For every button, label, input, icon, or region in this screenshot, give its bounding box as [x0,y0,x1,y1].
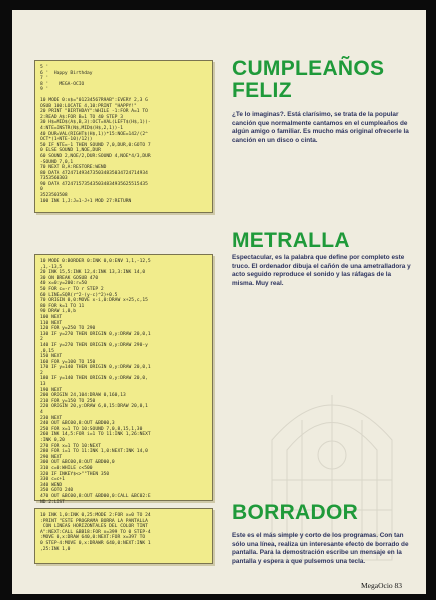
code-line: 340 WEND [40,482,63,488]
code-line: 80 DATA 4724714934735034835034724714934 [40,170,148,176]
code-line: 4:NTE=INSTR(N$,MID$(H$,2,1))-1 [40,125,123,131]
code-line: ,25:INK 1,0 [40,546,71,552]
code-line: 10 MODE 0:n$="01234567R9AB":EVERY 2,3 G [40,97,148,103]
code-line: :PRINT "ESTE PROGRAMA BORRA LA PANTALLA [40,518,148,524]
code-line: 60 LINE=SQR(r^2-(y-c)^2)+0.5 [40,292,118,298]
listing-metralla [34,254,213,505]
code-line: A":NEXT:CALL &BB18:FOR x=399 TO 0 STEP-4 [40,529,151,535]
code-line: 200 ORIGIN 24,104:DRAW 0,160,13 [40,393,126,399]
code-line: 350 GOTO 240 [40,488,74,494]
code-line: :INK 0,20 [40,438,65,443]
magazine-page [12,10,426,594]
code-line: CON LINEAS HORIZONTALES DEL COLOR TINT [40,524,148,530]
code-line: 80 FOR k=1 TO 11 [40,303,85,309]
code-line: -SOUND 7,0,1 [40,159,74,165]
code-line: 50 IF NTE=-1 THEN SOUND 7,0,DUR,0:GOTO 7 [40,142,151,148]
code-line: 250 FOR x=1 TO 10:SOUND 7,0,8,15,1,30 [40,426,143,432]
code-line: 13 [40,382,46,388]
code-line: 60 SOUND 2,NOE/2,DUR:SOUND 4,NOE*4/3,DUR [40,153,151,159]
code-line: 280 FOR i=1 TO 11:INK 1,0:NEXT:INK 14,0 [40,449,148,455]
code-line: 170 IF y=140 THEN ORIGIN 0,y:DRAW 20,0,1 [40,365,151,371]
code-line: 120 FOR y=250 TO 290 [40,326,96,332]
code-line: 10 INK 1,0:INK 0,25:MODE 2:FOR x=0 TO 24 [40,513,151,518]
code-line: 20 INK 15,5:INK 12,4:INK 13,3:INK 14,0 [40,270,146,276]
code-line: 50 FOR c=-r TO r STEP 2 [40,286,104,292]
code-line: ND 2:LIST [40,499,65,505]
listing-cumpleanos [34,60,213,213]
section-body-cumpleanos: ¿Te lo imaginas?. Está clarísimo, se trata de la popular canción que normalmente cantamos en el cumpleaños de algún amigo o familiar. Es mucho más original ofrecerle la canción en un disco o cinta. [232,111,409,144]
section-title-cumpleanos [232,58,384,102]
code-line: 90 DATA 4724715735435034834935625515435 [40,181,148,187]
code-line: 0 STEP-4:MOVE 0,x:DRAWR 640,0:NEXT:INK 1 [40,540,151,546]
code-line: 2:READ A$:FOR B=1 TO 40 STEP 3 [40,114,123,120]
listing-borrador [34,508,213,564]
code-line: 0 [40,187,43,193]
code-line: 8 ' MEGA-OCIO [40,81,85,87]
code-line: 220 ORIGIN 20,y:DRAW 6,0,15:DRAW 20,0,1 [40,404,148,410]
code-line: 7353560303 [40,176,68,182]
code-line: 110 NEXT [40,320,63,326]
code-line: 6 ' Happy Birthday [40,70,93,76]
code-line: 240 OUT &BC00,8:OUT &BD00,3 [40,421,115,427]
title-line: BORRADOR [232,501,359,524]
title-line: METRALLA [232,229,350,252]
code-line: 310 c=0:WHILE c<500 [40,465,93,471]
code-line: OCT*(1+NTE-10)/12)) [40,137,93,143]
code-line: ,1,-13,5 [40,264,63,270]
code-line: 320 IF INKEY$<>""THEN 350 [40,471,110,477]
code-line: 70 ORIGIN 0,0:MOVE x-i,0:DRAW x+25,c,15 [40,298,148,304]
code-line: 9 ' [40,87,49,93]
section-title-borrador [232,502,358,524]
title-line: CUMPLEAÑOS [232,57,385,80]
code-line: 2 [40,370,43,376]
title-line: FELIZ [232,79,292,102]
code-line: 3523503508 [40,193,68,199]
code-line: 70 NEXT B,A:RESTORE:WEND [40,165,107,171]
code-line: 210 FOR y=150 TO 250 [40,398,96,404]
code-line: 290 NEXT [40,454,63,460]
code-line: 5 ' [40,65,49,70]
code-line: 40 x=0:y=200:r=50 [40,281,88,287]
code-line: :MOVE 0,x:DRAW 640,0:NEXT:FOR x=397 TO [40,535,146,541]
code-line: 300 OUT &BC00,8:OUT &BD00,0 [40,460,115,466]
code-line: 330 c=c+1 [40,477,65,483]
code-line: 470 OUT &BC00,8:OUT &BD00,0:CALL &BC02:E [40,493,151,499]
code-line: 7 ' [40,76,49,82]
code-line: 100 INK 1,J:J=1-J+1 MOD 27:RETURN [40,198,132,204]
code-line: 130 IF y=270 THEN ORIGIN 0,y:DRAW 20,0,1 [40,331,151,337]
code-line: OSUB 100:LOCATE 4,10:PRINT "HAPPY!" [40,103,137,109]
code-line: 100 NEXT [40,314,63,320]
code-line: 180 IF y=140 THEN ORIGIN 0,y:DRAW 20,0, [40,376,148,382]
code-line: 4 [40,410,43,416]
code-line: ,0,15 [40,348,54,354]
page-folio: MegaOcio 83 [361,581,403,590]
code-line: 260 INK 14,5:FOR i=1 TO 11:INK 1,26:NEXT [40,432,151,438]
code-line: 160 FOR y=100 TO 150 [40,359,96,365]
section-body-borrador: Este es el más simple y corto de los programas. Con tan sólo una línea, realiza un interesante efecto de borrado de pantalla. Para la demostración escribe un mensaje en la pantalla y espera a que pulsemos una tecla. [232,532,409,565]
code-line: 10 MODE 0:BORDER 0:INK 0,0:ENV 1,1,-12,5 [40,259,151,264]
section-body-metralla: Espectacular, es la palabra que define por completo este truco. El ordenador dibuja el cañón de una ametralladora y acto seguido reproduce el sonido y las ráfagas de la misma. Muy real. [232,254,411,287]
code-line: 270 FOR x=1 TO 10:NEXT [40,443,101,449]
code-line: 30 H$=MID$(A$,B,3):OCT=VAL(LEFT$(H$,1))- [40,120,151,126]
code-line: 140 IF y=270 THEN ORIGIN 0,y:DRAW 290-y [40,342,148,348]
code-line: 40 DUR=VAL(RIGHT$(H$,1))*15:NOE=142/(2^ [40,131,148,137]
code-line: 0 ELSE SOUND 1,NOE,DUR [40,148,101,154]
code-line: 20 PRINT "BIRTHDAY":WHILE -1:FOR A=1 TO [40,109,148,115]
code-line: 190 NEXT [40,387,63,393]
section-title-metralla [232,230,350,252]
code-line: 230 NEXT [40,415,63,421]
code-line: 2 [40,337,43,343]
code-line: 30 ON BREAK GOSUB 470 [40,275,99,281]
code-line: 90 DRAW i,0,b [40,309,76,315]
code-line: 150 NEXT [40,354,63,360]
